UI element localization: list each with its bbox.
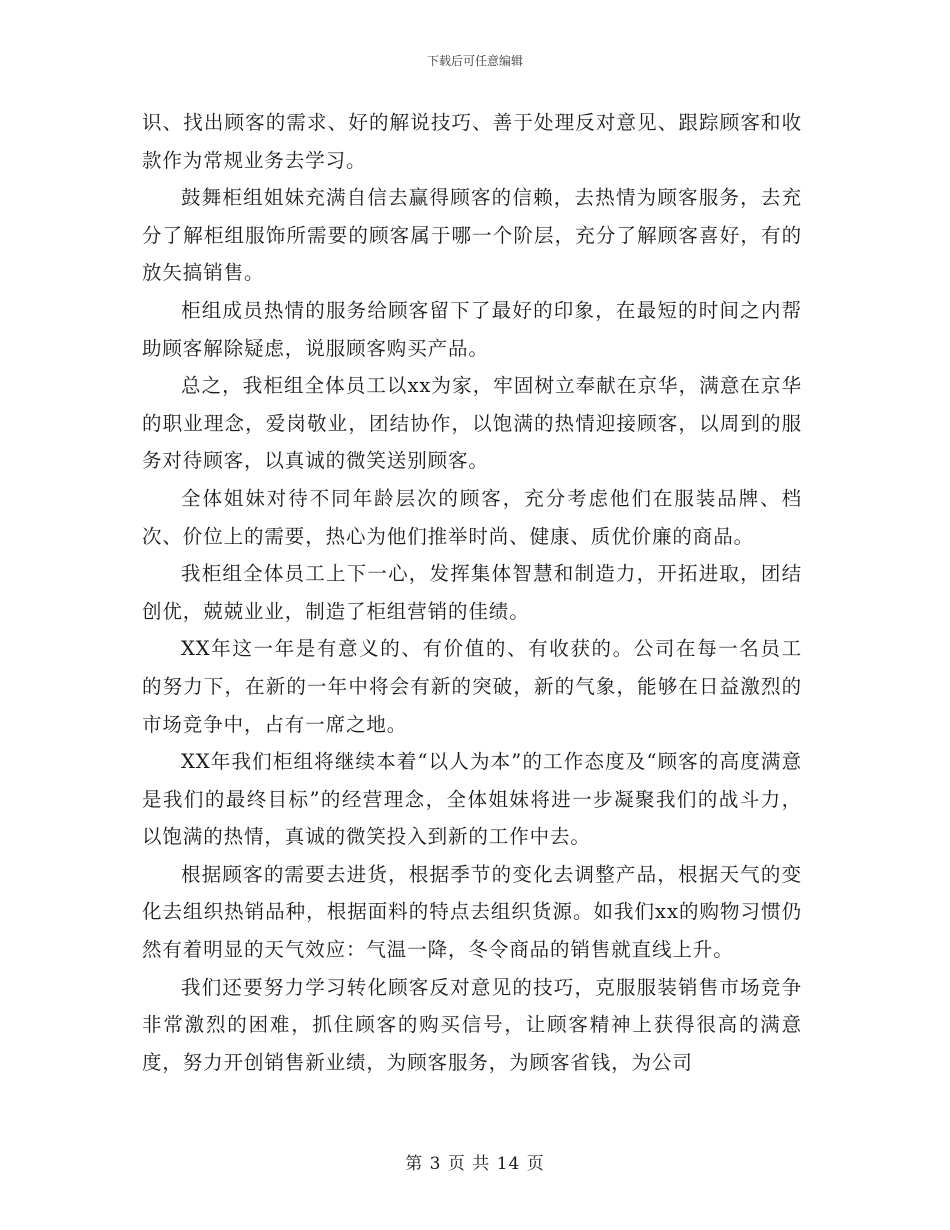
paragraph: 我们还要努力学习转化顾客反对意见的技巧，克服服装销售市场竞争非常激烈的困难，抓住顾客的购买信号，让顾客精神上获得很高的满意度，努力开创销售新业绩，为顾客服务，为顾客省钱，为公司 (142, 975, 802, 1074)
page-header: 下载后可任意编辑 (426, 54, 523, 68)
paragraph: 鼓舞柜组姐妹充满自信去赢得顾客的信赖，去热情为顾客服务，去充分了解柜组服饰所需要的顾客属于哪一个阶层，充分了解顾客喜好，有的放矢搞销售。 (142, 186, 802, 285)
paragraph: 柜组成员热情的服务给顾客留下了最好的印象，在最短的时间之内帮助顾客解除疑虑，说服顾客购买产品。 (142, 298, 802, 360)
paragraph: XX年我们柜组将继续本着“以人为本”的工作态度及“顾客的高度满意是我们的最终目标”的经营理念，全体姐妹将进一步凝聚我们的战斗力，以饱满的热情，真诚的微笑投入到新的工作中去。 (142, 750, 802, 849)
paragraph: 我柜组全体员工上下一心，发挥集体智慧和制造力，开拓进取，团结创优，兢兢业业，制造了柜组营销的佳绩。 (142, 562, 802, 623)
paragraph: XX年这一年是有意义的、有价值的、有收获的。公司在每一名员工的努力下，在新的一年中将会有新的突破，新的气象，能够在日益激烈的市场竞争中，占有一席之地。 (142, 637, 802, 736)
paragraph: 全体姐妹对待不同年龄层次的顾客，充分考虑他们在服装品牌、档次、价位上的需要，热心为他们推举时尚、健康、质优价廉的商品。 (142, 486, 802, 548)
document-body (142, 104, 802, 1081)
paragraph: 识、找出顾客的需求、好的解说技巧、善于处理反对意见、跟踪顾客和收款作为常规业务去学习。 (142, 111, 802, 172)
paragraph: 根据顾客的需要去进货，根据季节的变化去调整产品，根据天气的变化去组织热销品种，根据面料的特点去组织货源。如我们xx的购物习惯仍然有着明显的天气效应：气温一降，冬令商品的销售就直线上升。 (142, 862, 802, 962)
page-number: 第 3 页 共 14 页 (405, 1154, 545, 1174)
paragraph: 总之，我柜组全体员工以xx为家，牢固树立奉献在京华，满意在京华的职业理念，爱岗敬业，团结协作，以饱满的热情迎接顾客，以周到的服务对待顾客，以真诚的微笑送别顾客。 (142, 374, 802, 473)
